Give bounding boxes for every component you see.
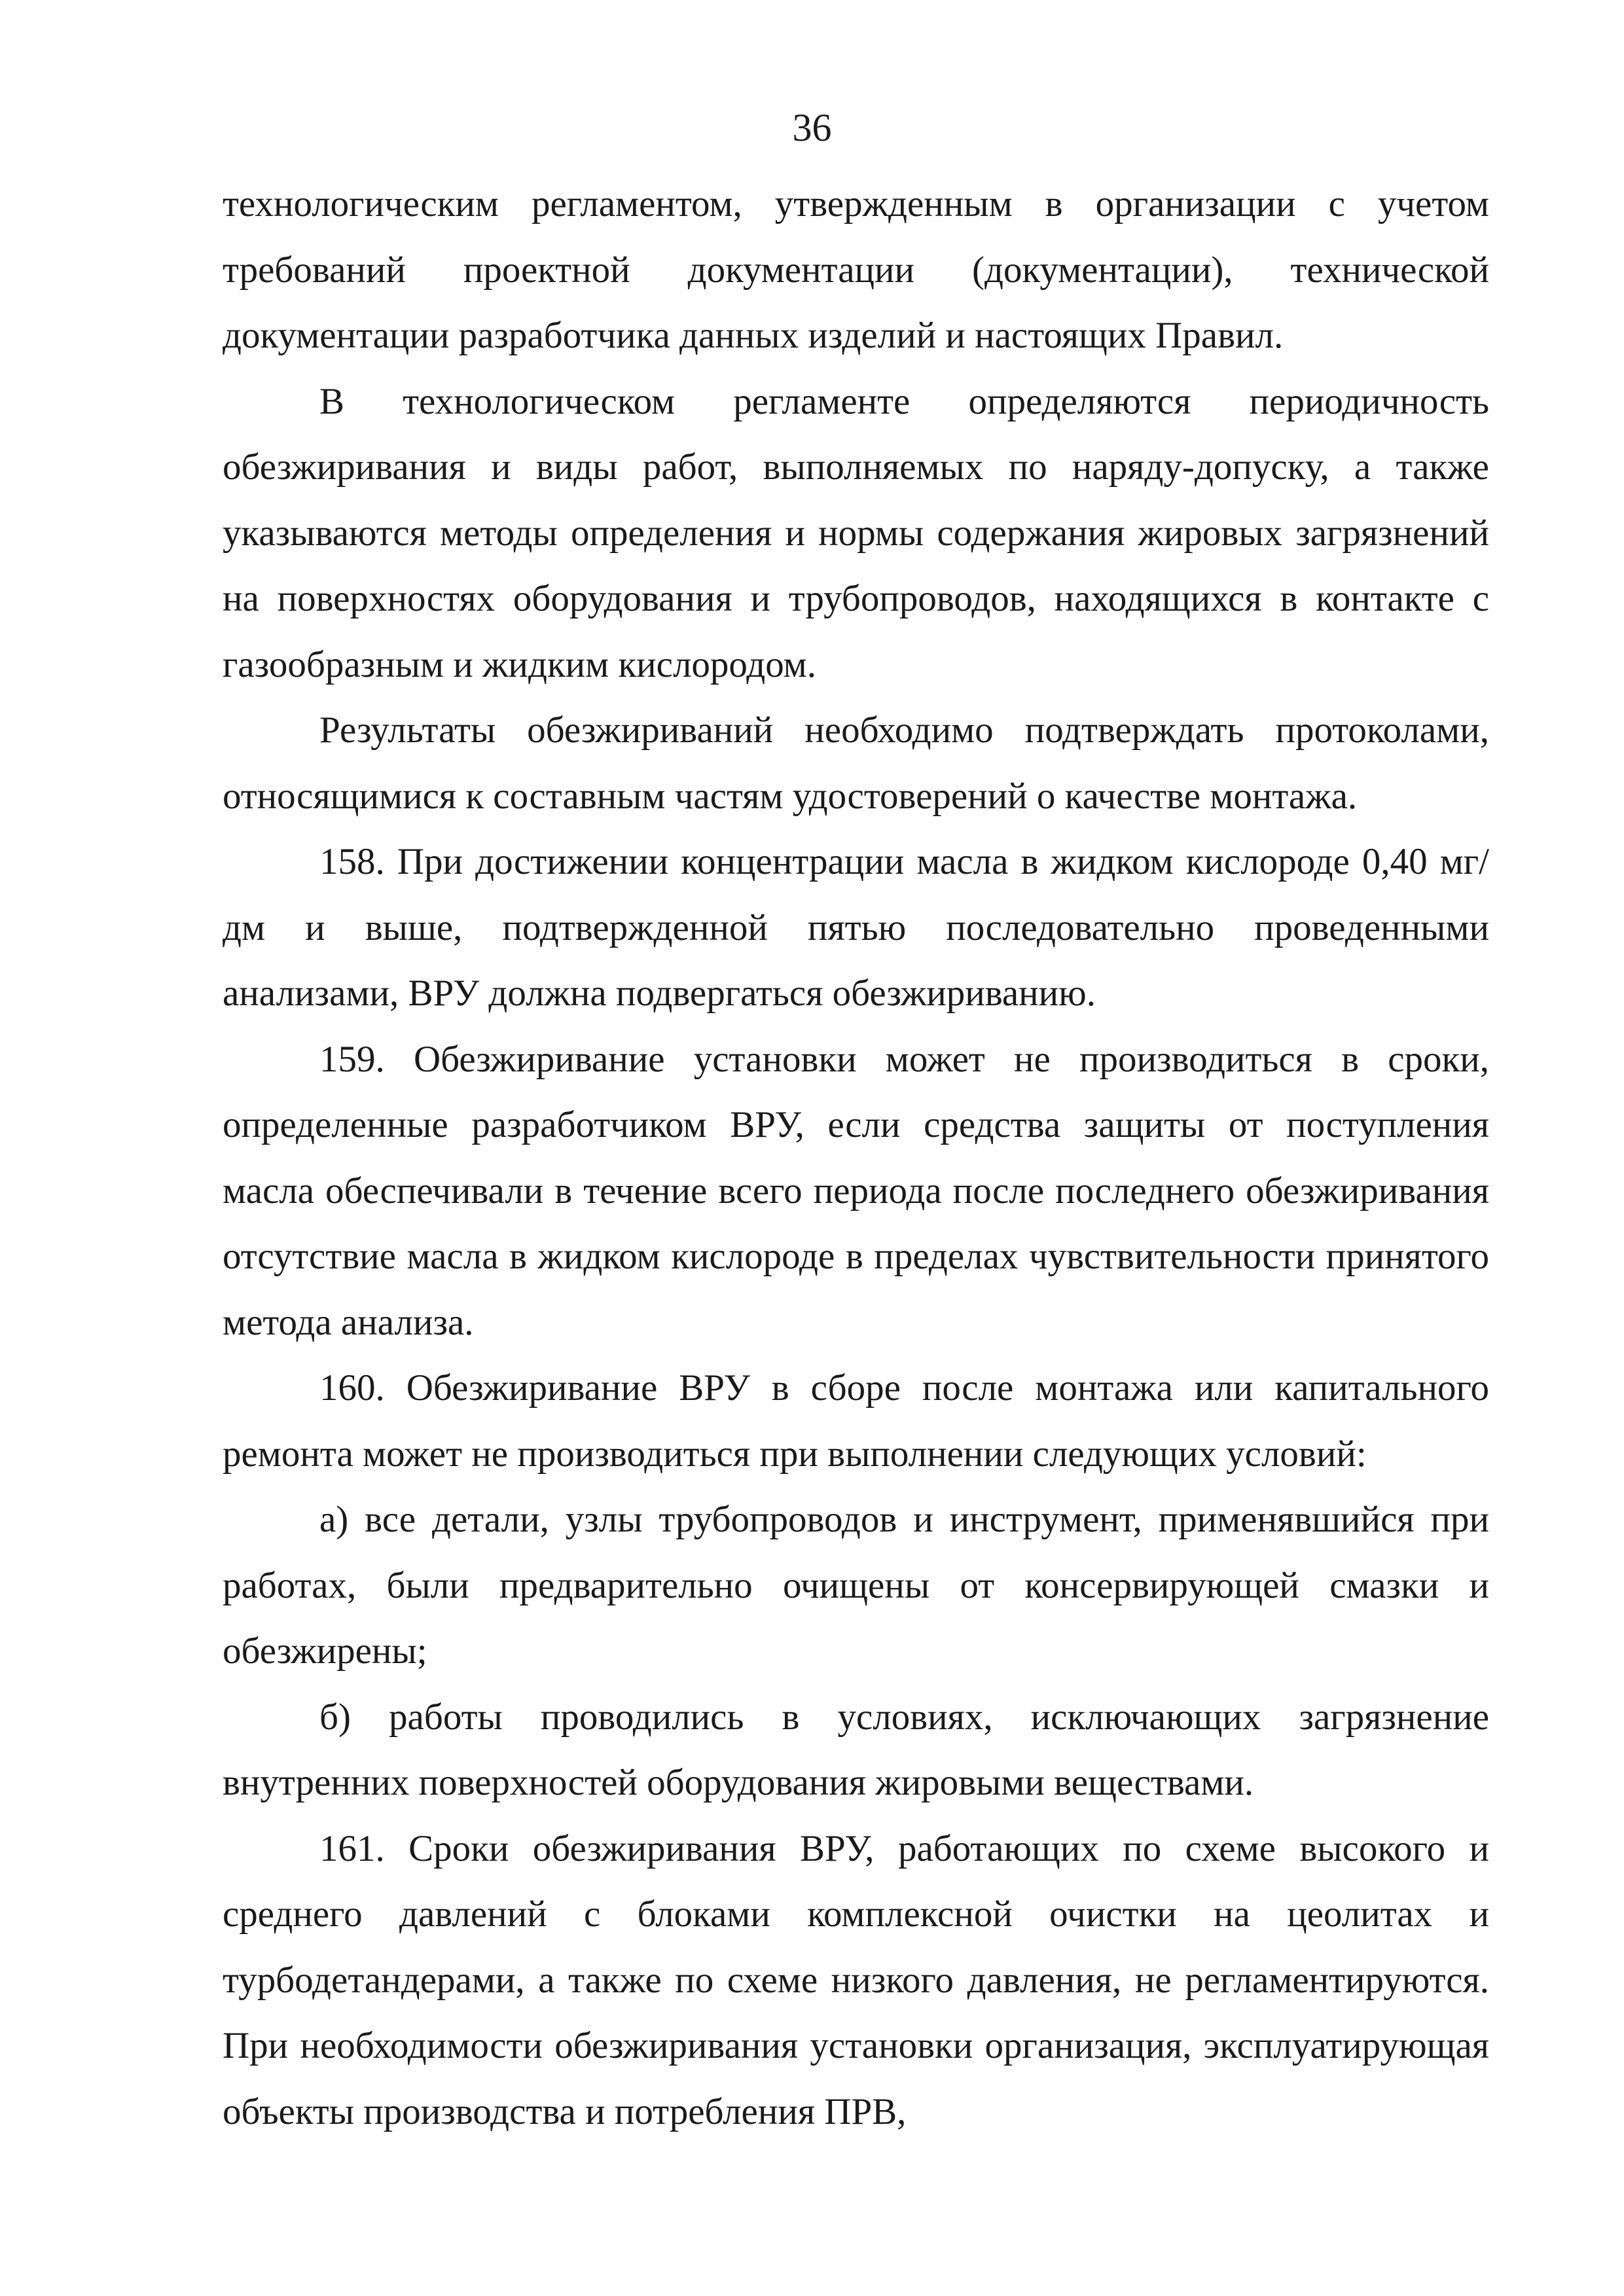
paragraph-condition-a: а) все детали, узлы трубопроводов и инструмент, применявшийся при работах, были предварительно очищены от консервирующей смазки и обезжирены;: [223, 1499, 1489, 1672]
paragraph-clause-158: 158. При достижении концентрации масла в жидком кислороде 0,40 мг/дм и выше, подтвержденной пятью последовательно проведенными анализами, ВРУ должна подвергаться обезжириванию.: [223, 841, 1489, 1014]
paragraph-degreasing-results: Результаты обезжириваний необходимо подтверждать протоколами, относящимися к составным частям удостоверений о качестве монтажа.: [223, 709, 1489, 817]
paragraph-technological-regulation: В технологическом регламенте определяются периодичность обезжиривания и виды работ, выполняемых по наряду-допуску, а также указываются методы определения и нормы содержания жировых загрязнений на поверхностях оборудования и трубопроводов, находящихся в контакте с газообразным и жидким кислородом.: [223, 380, 1489, 685]
body-text: [223, 171, 1489, 2145]
paragraph-clause-159: 159. Обезжиривание установки может не производиться в сроки, определенные разработчиком ВРУ, если средства защиты от поступления масла обеспечивали в течение всего периода после последнего обезжиривания отсутствие масла в жидком кислороде в пределах чувствительности принятого метода анализа.: [223, 1038, 1489, 1343]
paragraph-clause-161: 161. Сроки обезжиривания ВРУ, работающих по схеме высокого и среднего давлений с блоками комплексной очистки на цеолитах и турбодетандерами, а также по схеме низкого давления, не регламентируются. При необходимости обезжиривания установки организация, эксплуатирующая объекты производства и потребления ПРВ,: [223, 1827, 1489, 2132]
page-number: 36: [792, 106, 832, 149]
paragraph-condition-b: б) работы проводились в условиях, исключающих загрязнение внутренних поверхностей оборудования жировыми веществами.: [223, 1696, 1489, 1803]
paragraph-clause-160: 160. Обезжиривание ВРУ в сборе после монтажа или капитального ремонта может не производиться при выполнении следующих условий:: [223, 1367, 1489, 1475]
paragraph-continuation: технологическим регламентом, утвержденным в организации с учетом требований проектной документации (документации), технической документации разработчика данных изделий и настоящих Правил.: [223, 183, 1489, 356]
